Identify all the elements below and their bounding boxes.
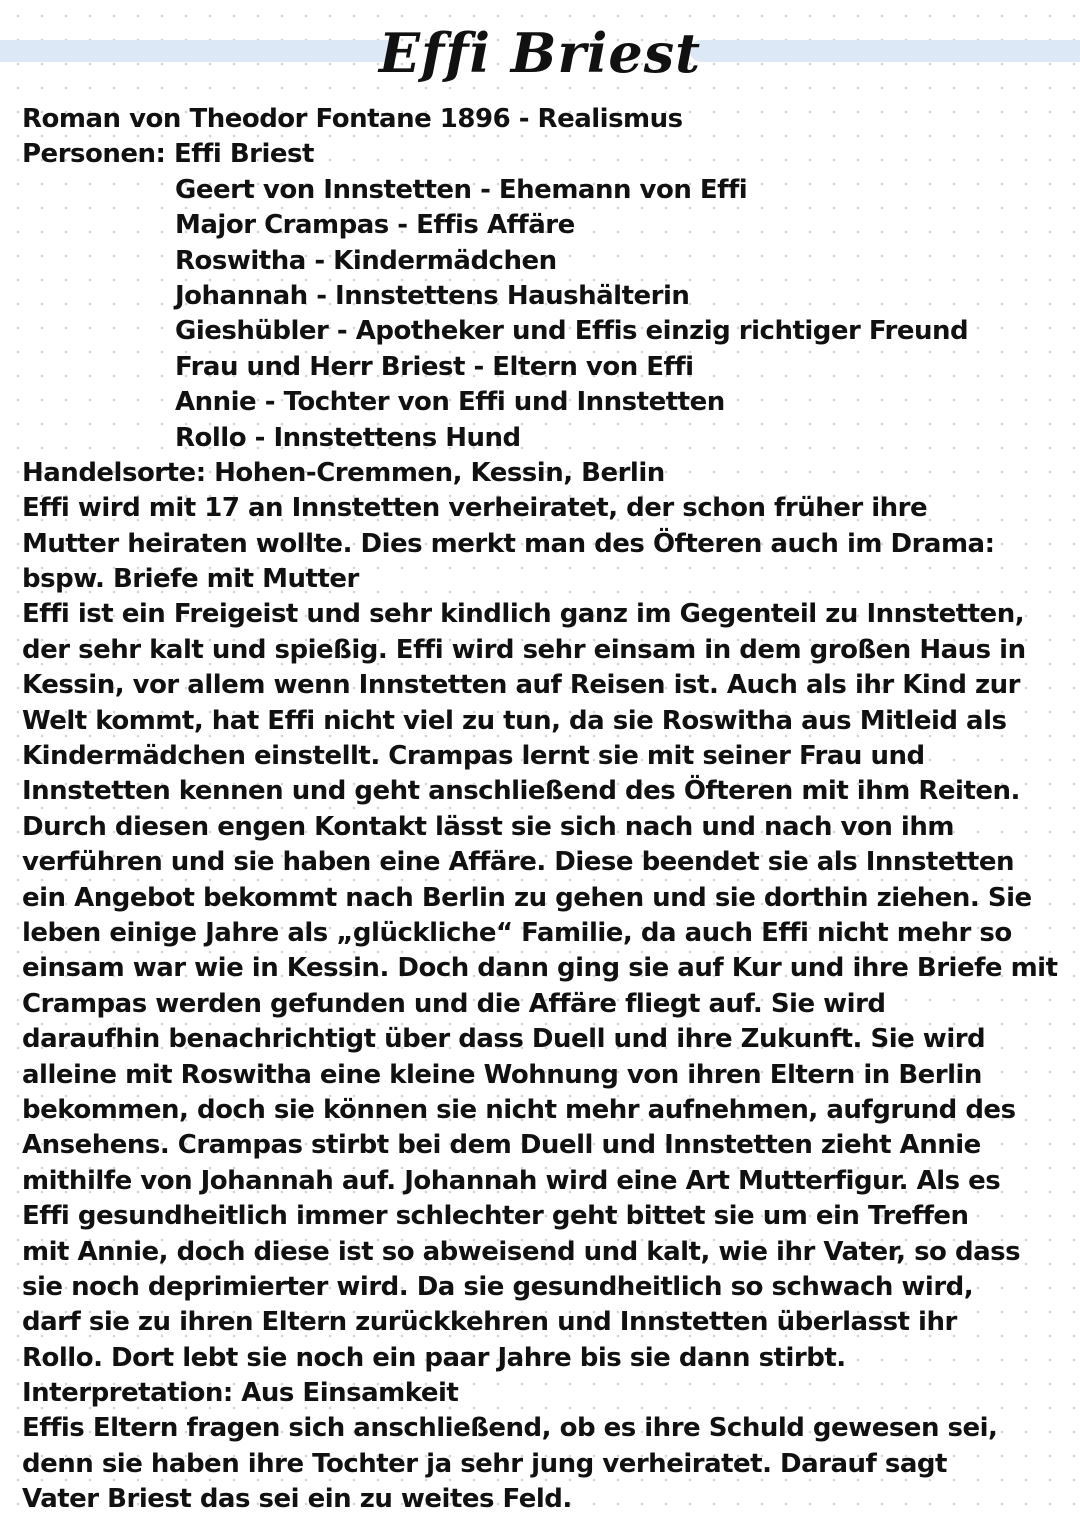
- interpretation-line: Vater Briest das sei ein zu weites Feld.: [22, 1484, 572, 1515]
- summary-line: Crampas werden gefunden und die Affäre fliegt auf. Sie wird: [22, 988, 886, 1019]
- summary-line: der sehr kalt und spießig. Effi wird sehr einsam in dem großen Haus in: [22, 634, 1026, 665]
- summary-line: Effi ist ein Freigeist und sehr kindlich ganz im Gegenteil zu Innstetten,: [22, 599, 1025, 630]
- summary-line: mit Annie, doch diese ist so abweisend und kalt, wie ihr Vater, so dass: [22, 1236, 1021, 1267]
- page-title: Effi Briest: [378, 21, 702, 85]
- summary-line: Mutter heiraten wollte. Dies merkt man des Öfteren auch im Drama:: [22, 528, 995, 559]
- summary-line: leben einige Jahre als „glückliche“ Familie, da auch Effi nicht mehr so: [22, 917, 1012, 948]
- summary-line: Welt kommt, hat Effi nicht viel zu tun, da sie Roswitha aus Mitleid als: [22, 705, 1007, 736]
- summary-line: Rollo. Dort lebt sie noch ein paar Jahre bis sie dann stirbt.: [22, 1342, 846, 1373]
- summary-line: Durch diesen engen Kontakt lässt sie sich nach und nach von ihm: [22, 811, 954, 842]
- summary-line: einsam war wie in Kessin. Doch dann ging sie auf Kur und ihre Briefe mit: [22, 953, 1058, 984]
- summary-line: daraufhin benachrichtigt über dass Duell und ihre Zukunft. Sie wird: [22, 1024, 986, 1055]
- interpretation-heading: Interpretation: Aus Einsamkeit: [22, 1378, 459, 1409]
- person-item: Roswitha - Kindermädchen: [175, 245, 557, 276]
- summary-line: verführen und sie haben eine Affäre. Diese beendet sie als Innstetten: [22, 847, 1014, 878]
- persons-label: Personen:: [22, 139, 166, 170]
- summary-line: bspw. Briefe mit Mutter: [22, 564, 359, 595]
- person-item: Rollo - Innstettens Hund: [175, 422, 521, 453]
- summary-line: Kessin, vor allem wenn Innstetten auf Reisen ist. Auch als ihr Kind zur: [22, 670, 1020, 701]
- summary-line: alleine mit Roswitha eine kleine Wohnung von ihren Eltern in Berlin: [22, 1059, 982, 1090]
- person-item: Geert von Innstetten - Ehemann von Effi: [175, 174, 748, 205]
- summary-line: darf sie zu ihren Eltern zurückkehren und Innstetten überlasst ihr: [22, 1307, 957, 1338]
- summary-line: ein Angebot bekommt nach Berlin zu gehen und sie dorthin ziehen. Sie: [22, 882, 1032, 913]
- notes-body: [22, 102, 1062, 1518]
- interpretation-line: Effis Eltern fragen sich anschließend, ob es ihre Schuld gewesen sei,: [22, 1413, 998, 1444]
- person-item: Frau und Herr Briest - Eltern von Effi: [175, 351, 694, 382]
- persons-first-line: [22, 137, 1062, 172]
- summary-line: Kindermädchen einstellt. Crampas lernt sie mit seiner Frau und: [22, 741, 925, 772]
- summary-line: Ansehens. Crampas stirbt bei dem Duell und Innstetten zieht Annie: [22, 1130, 981, 1161]
- locations-line: Handelsorte: Hohen-Cremmen, Kessin, Berlin: [22, 457, 665, 488]
- person-item: Annie - Tochter von Effi und Innstetten: [175, 387, 725, 418]
- summary-line: mithilfe von Johannah auf. Johannah wird eine Art Mutterfigur. Als es: [22, 1165, 1001, 1196]
- summary-line: Innstetten kennen und geht anschließend des Öfteren mit ihm Reiten.: [22, 776, 1020, 807]
- person-item: Effi Briest: [173, 139, 314, 170]
- person-item: Gieshübler - Apotheker und Effis einzig richtiger Freund: [175, 316, 969, 347]
- person-item: Major Crampas - Effis Affäre: [175, 210, 575, 241]
- summary-line: Effi wird mit 17 an Innstetten verheiratet, der schon früher ihre: [22, 493, 928, 524]
- intro-line: Roman von Theodor Fontane 1896 - Realismus: [22, 104, 683, 134]
- summary-line: sie noch deprimierter wird. Da sie gesundheitlich so schwach wird,: [22, 1271, 974, 1302]
- person-item: Johannah - Innstettens Haushälterin: [175, 280, 690, 311]
- summary-line: Effi gesundheitlich immer schlechter geht bittet sie um ein Treffen: [22, 1201, 969, 1232]
- summary-line: bekommen, doch sie können sie nicht mehr aufnehmen, aufgrund des: [22, 1094, 1016, 1125]
- interpretation-line: denn sie haben ihre Tochter ja sehr jung verheiratet. Darauf sagt: [22, 1448, 947, 1479]
